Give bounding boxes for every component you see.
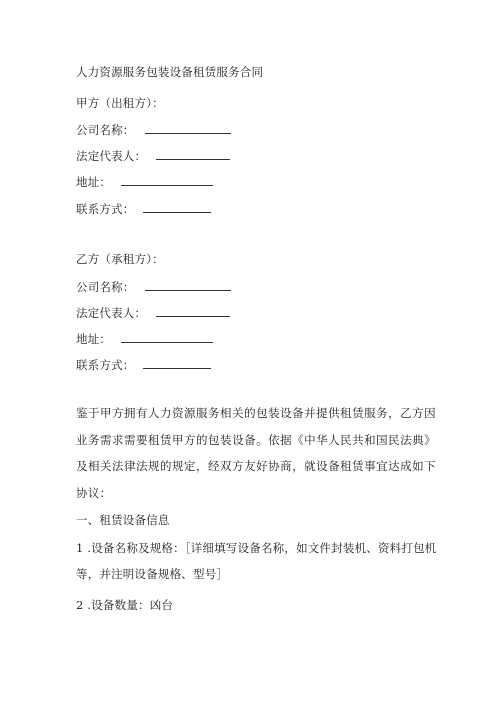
party-a-contact-row (76, 200, 211, 217)
party-b-company-label: 公司名称： (76, 280, 135, 294)
party-a-rep-row (76, 147, 230, 164)
party-b-address-blank (121, 330, 213, 343)
party-a-company-row (76, 121, 231, 138)
party-b-address-label: 地址： (76, 332, 112, 346)
party-b-contact-row (76, 356, 211, 373)
party-b-rep-row (76, 304, 230, 321)
party-a-address-label: 地址： (76, 175, 112, 189)
preamble-paragraph: 鉴于甲方拥有人力资源服务相关的包装设备并提供租赁服务，乙方因业务需求需要租赁甲方的包装设备。依据《中华人民共和国民法典》及相关法律法规的规定，经双方友好协商，就设备租赁事宜达成如下协议： (76, 406, 436, 500)
item-1-line-2: 等，并注明设备规格、型号］ (76, 567, 229, 581)
party-b-heading: 乙方（承租方）： (76, 252, 164, 266)
party-b-company-row (76, 278, 231, 295)
party-a-heading: 甲方（出租方）： (76, 96, 164, 110)
item-1-line-1: 1 .设备名称及规格：［详细填写设备名称，如文件封装机、资料打包机 (76, 541, 437, 555)
party-b-company-blank (145, 278, 231, 291)
section-1-heading: 一、租赁设备信息 (76, 513, 170, 527)
party-b-rep-label: 法定代表人： (76, 306, 147, 320)
party-a-address-row (76, 173, 213, 190)
contract-title: 人力资源服务包装设备租赁服务合同 (76, 65, 264, 79)
party-a-contact-label: 联系方式： (76, 202, 135, 216)
party-a-contact-blank (143, 200, 211, 213)
item-2: 2 .设备数量：凶台 (76, 598, 174, 612)
party-a-address-blank (121, 173, 213, 186)
party-a-company-blank (145, 121, 231, 134)
party-a-rep-blank (156, 147, 230, 160)
party-b-rep-blank (156, 304, 230, 317)
party-b-address-row (76, 330, 213, 347)
party-a-rep-label: 法定代表人： (76, 149, 147, 163)
party-b-contact-blank (143, 356, 211, 369)
party-a-company-label: 公司名称： (76, 123, 135, 137)
party-b-contact-label: 联系方式： (76, 358, 135, 372)
